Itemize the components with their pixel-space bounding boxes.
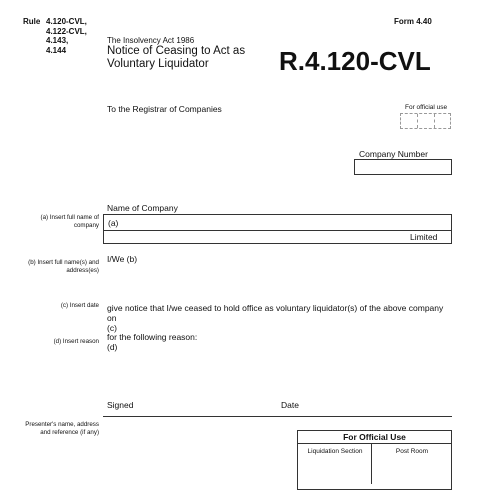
reason-text: for the following reason:: [107, 332, 198, 342]
rule-number: 4.143,: [46, 36, 69, 45]
rule-number: 4.122-CVL,: [46, 26, 87, 36]
date-label: Date: [281, 400, 299, 410]
act-name: The Insolvency Act 1986: [107, 36, 195, 45]
official-use-panel-title: For Official Use: [343, 432, 406, 442]
company-number-field[interactable]: [354, 159, 452, 175]
post-room-label: Post Room: [395, 448, 429, 455]
side-note-b: (b) Insert full name(s) and address(es): [28, 259, 99, 274]
official-use-label: For official use: [405, 104, 448, 111]
rule-numbers: [46, 17, 106, 55]
recipient-line: To the Registrar of Companies: [107, 104, 222, 114]
notice-date-marker: (c): [107, 323, 117, 333]
company-name-field[interactable]: [103, 214, 452, 244]
side-note-presenter: Presenter's name, address and reference (if any): [25, 421, 99, 436]
form-code: R.4.120-CVL: [279, 46, 431, 76]
signed-label: Signed: [107, 400, 134, 410]
notice-text: give notice that I/we ceased to hold office as voluntary liquidator(s) of the above company on: [107, 303, 444, 323]
form-title: Notice of Ceasing to Act as Voluntary Liquidator: [107, 45, 246, 70]
liquidation-section-label: Liquidation Section: [307, 448, 363, 455]
side-note-c: (c) Insert date: [60, 302, 99, 309]
notice-statement: [107, 303, 452, 333]
official-use-box: [400, 113, 451, 129]
side-note-d: (d) Insert reason: [53, 338, 99, 345]
official-panel-divider: [297, 443, 452, 444]
company-name-marker: (a): [108, 218, 119, 228]
reason-marker: (d): [107, 342, 118, 352]
side-note-a: (a) Insert full name of company: [40, 214, 99, 229]
rule-number: 4.144: [46, 45, 67, 55]
company-name-label: Name of Company: [107, 203, 178, 213]
form-number: Form 4.40: [394, 17, 432, 26]
reason-block: [107, 332, 197, 352]
liquidator-names-line: I/We (b): [107, 254, 138, 264]
company-number-label: Company Number: [359, 149, 428, 159]
rule-label: Rule: [23, 17, 41, 26]
signature-line: [103, 416, 452, 417]
rule-number: 4.120-CVL,: [46, 17, 87, 26]
company-suffix: Limited: [410, 232, 438, 242]
